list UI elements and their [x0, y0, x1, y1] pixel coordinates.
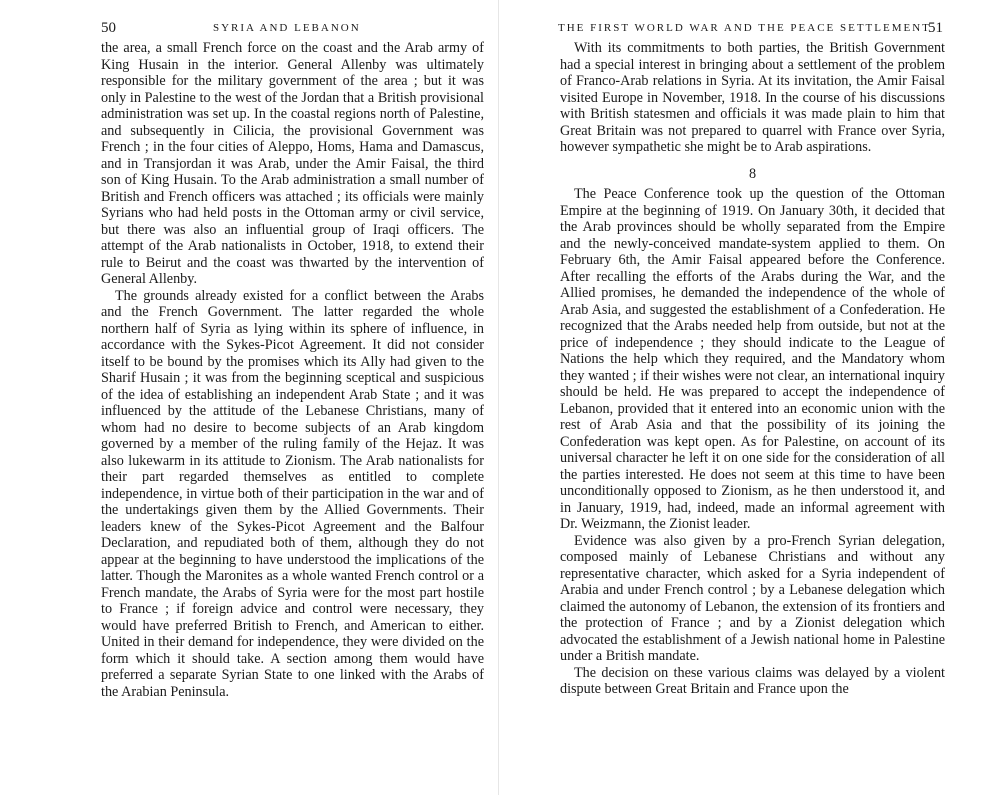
- paragraph: Evidence was also given by a pro-French Syrian delegation, composed mainly of Lebanese Christians and without any representative character, which asked for a Syria independent of Arabia and under French control ; by a Lebanese delegation which claimed the autonomy of Lebanon, the extension of its frontiers and the protection of France ; and by a Zionist delegation which advocated the establishment of a Jewish national home in Palestine under a British mandate.: [560, 532, 945, 664]
- running-head-left: SYRIA AND LEBANON: [213, 22, 361, 34]
- right-page-body: [560, 40, 945, 698]
- paragraph: With its commitments to both parties, the British Government had a special interest in bringing about a settlement of the problem of Franco-Arab relations in Syria. At its invitation, the Amir Faisal visited Europe in November, 1918. In the course of his discussions with British statesmen and officials it was made plain to him that Great Britain was not prepared to quarrel with France over Syria, however sympathetic she might be to Arab aspirations.: [560, 40, 945, 155]
- page-number-left: 50: [101, 20, 116, 36]
- section-number: 8: [748, 165, 757, 182]
- paragraph: The grounds already existed for a conflict between the Arabs and the French Government. The latter regarded the whole northern half of Syria as lying within its sphere of influence, in accordance with the Sykes-Picot Agreement. It did not consider itself to be bound by the promises which its Ally had given to the Sharif Husain ; it was from the beginning sceptical and suspicious of the idea of establishing an independent Arab State ; and it was influenced by the attitude of the Lebanese Christians, many of whom had no desire to become subjects of an Arab kingdom governed by a member of the ruling family of the Hejaz. It was also lukewarm in its attitude to Zionism. The Arab nationalists for their part regarded themselves as entitled to complete independence, in virtue both of their participation in the war and of the undertakings given them by the Allied Governments. Their leaders knew of the Sykes-Picot Agreement and the Balfour Declaration, and repudiated both of them, although they do not appear at the beginning to have understood the implications of the latter. Though the Maronites as a whole wanted French control or a French mandate, the Arabs of Syria were for the most part hostile to France ; if foreign advice and control were necessary, they would have preferred British to French, and American to either. United in their demand for independence, they were divided on the form which it should take. A section among them would have preferred a separate Syrian State to one linked with the Arabs of the Arabian Peninsula.: [101, 287, 484, 700]
- page-number-right: 51: [928, 20, 943, 36]
- right-page: [499, 0, 998, 795]
- paragraph: The Peace Conference took up the question of the Ottoman Empire at the beginning of 1919. On January 30th, it decided that the Arab provinces should be wholly separated from the Empire and the newly-conceived mandate-system applied to them. On February 6th, the Amir Faisal appeared before the Conference. After recalling the efforts of the Arabs during the War, and the Allied promises, he demanded the independence of the whole of Arab Asia, and suggested the establishment of a Confederation. He recognized that the Arabs needed help from outside, but not at the price of independence ; they should indicate to the League of Nations the help which they required, and the Mandatory whom they wanted ; if their wishes were not clear, an international inquiry should be held. He was prepared to accept the independence of Lebanon, provided that it entered into an economic union with the rest of Arab Asia and that the possibility of its joining the Confederation was kept open. As for Palestine, on account of its universal character he left it on one side for the consideration of all the parties interested. He does not seem at this time to have been unconditionally opposed to Zionism, as he then understood it, and in January, 1919, had, indeed, made an informal agreement with Dr. Weizmann, the Zionist leader.: [560, 186, 945, 532]
- paragraph: The decision on these various claims was delayed by a violent dispute between Great Britain and France upon the: [560, 664, 945, 697]
- paragraph: the area, a small French force on the coast and the Arab army of King Husain in the interior. General Allenby was ultimately responsible for the military government of the area ; but it was only in Palestine to the west of the Jordan that a British provisional administration was set up. In the coastal regions north of Palestine, and subsequently in Cilicia, the provisional Government was French ; in the four cities of Aleppo, Homs, Hama and Damascus, and in Transjordan it was Arab, under the Amir Faisal, the third son of King Husain. To the Arab administration a small number of British and French officers was attached ; its officials were mainly Syrians who had held posts in the Ottoman army or civil service, but there was also an influential group of Iraqi officers. The attempt of the Arab nationalists in October, 1918, to extend their rule to Beirut and the coast was thwarted by the intervention of General Allenby.: [101, 40, 484, 287]
- running-head-right: THE FIRST WORLD WAR AND THE PEACE SETTLEMENT: [558, 22, 931, 34]
- left-page-body: [101, 40, 484, 700]
